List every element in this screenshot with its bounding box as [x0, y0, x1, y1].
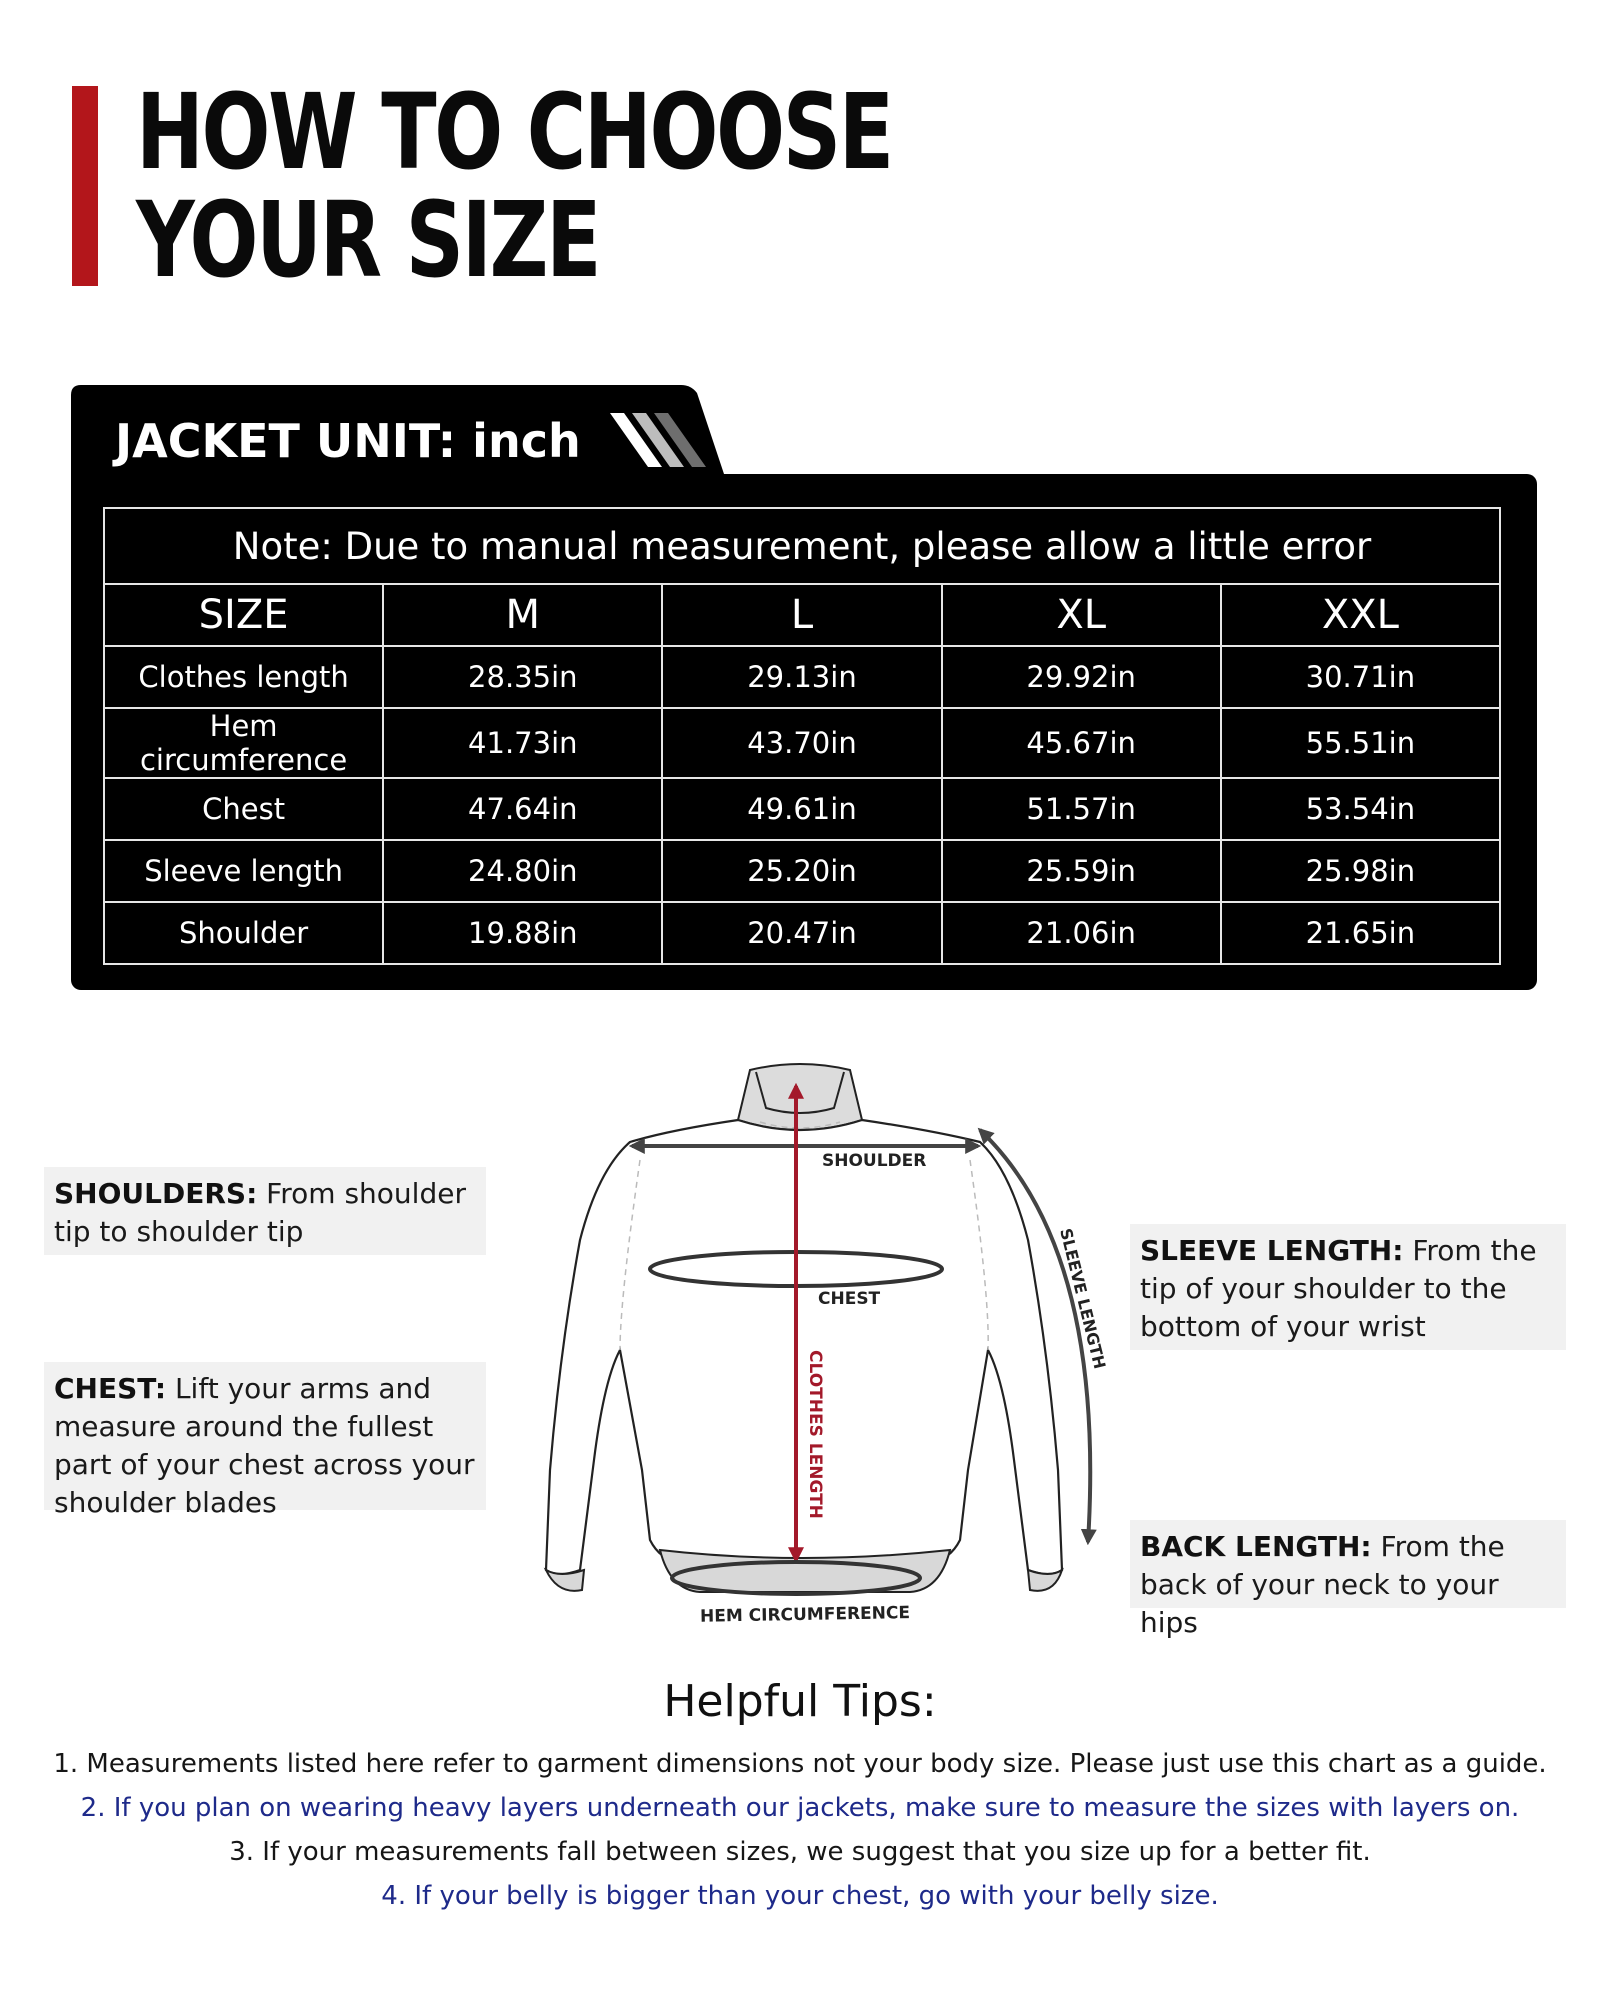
unit-label: JACKET UNIT: inch — [115, 414, 581, 468]
list-item: 2. If you plan on wearing heavy layers underneath our jackets, make sure to measure the sizes with layers on. — [80, 1793, 1520, 1823]
table-cell: 49.61in — [662, 778, 941, 840]
table-cell: 24.80in — [383, 840, 662, 902]
page-title-line-1: HOW TO CHOOSE — [136, 71, 892, 193]
page-title-line-2: YOUR SIZE — [136, 179, 600, 301]
page-title — [136, 71, 892, 301]
back-length-guide — [1130, 1520, 1566, 1639]
table-cell: 19.88in — [383, 902, 662, 964]
title-accent-bar — [72, 86, 98, 286]
back-term: BACK LENGTH: — [1140, 1530, 1372, 1563]
sleeve-length-label: SLEEVE LENGTH — [1056, 1226, 1110, 1371]
jacket-outline — [546, 1064, 1062, 1592]
sleeve-term: SLEEVE LENGTH: — [1140, 1234, 1404, 1267]
table-row — [104, 708, 1500, 778]
table-row — [104, 902, 1500, 964]
column-header: L — [662, 584, 941, 646]
column-header: M — [383, 584, 662, 646]
table-cell: 30.71in — [1221, 646, 1500, 708]
table-cell: 25.98in — [1221, 840, 1500, 902]
sleeve-text: From the tip of your shoulder to the bottom of your wrist — [1140, 1234, 1537, 1343]
shoulders-text: From shoulder tip to shoulder tip — [54, 1177, 466, 1248]
table-cell: 43.70in — [662, 708, 941, 778]
table-cell: 53.54in — [1221, 778, 1500, 840]
column-header: XL — [942, 584, 1221, 646]
column-header: SIZE — [104, 584, 383, 646]
shoulders-guide — [44, 1167, 486, 1255]
table-cell: 20.47in — [662, 902, 941, 964]
table-header-row — [104, 584, 1500, 646]
row-label: Clothes length — [104, 646, 383, 708]
jacket-diagram — [510, 1050, 1130, 1630]
size-table — [103, 507, 1501, 965]
row-label: Chest — [104, 778, 383, 840]
row-label: Hem circumference — [104, 708, 383, 778]
table-cell: 28.35in — [383, 646, 662, 708]
table-cell: 41.73in — [383, 708, 662, 778]
table-row — [104, 778, 1500, 840]
chest-term: CHEST: — [54, 1372, 167, 1405]
table-row — [104, 646, 1500, 708]
note-row — [104, 508, 1500, 584]
list-item: 4. If your belly is bigger than your chest, go with your belly size. — [381, 1881, 1219, 1911]
clothes-length-label: CLOTHES LENGTH — [805, 1350, 825, 1519]
back-text: From the back of your neck to your hips — [1140, 1530, 1505, 1639]
row-label: Sleeve length — [104, 840, 383, 902]
stripes-decoration — [600, 405, 720, 475]
tips-list — [0, 1742, 1600, 1918]
sleeve-length-guide — [1130, 1224, 1566, 1350]
chest-label: CHEST — [818, 1289, 881, 1309]
column-header: XXL — [1221, 584, 1500, 646]
table-cell: 29.92in — [942, 646, 1221, 708]
table-cell: 25.59in — [942, 840, 1221, 902]
table-cell: 21.65in — [1221, 902, 1500, 964]
table-cell: 55.51in — [1221, 708, 1500, 778]
shoulder-label: SHOULDER — [822, 1151, 927, 1171]
list-item: 3. If your measurements fall between sizes, we suggest that you size up for a better fit. — [229, 1837, 1371, 1867]
chest-guide — [44, 1362, 486, 1519]
table-cell: 29.13in — [662, 646, 941, 708]
list-item: 1. Measurements listed here refer to garment dimensions not your body size. Please just use this chart as a guide. — [53, 1749, 1547, 1779]
table-row — [104, 840, 1500, 902]
table-cell: 47.64in — [383, 778, 662, 840]
table-cell: 21.06in — [942, 902, 1221, 964]
measurement-note: Note: Due to manual measurement, please allow a little error — [104, 508, 1500, 584]
table-cell: 51.57in — [942, 778, 1221, 840]
tips-title: Helpful Tips: — [663, 1676, 937, 1727]
shoulders-term: SHOULDERS: — [54, 1177, 258, 1210]
table-cell: 45.67in — [942, 708, 1221, 778]
chest-text: Lift your arms and measure around the fullest part of your chest across your shoulder blades — [54, 1372, 475, 1519]
row-label: Shoulder — [104, 902, 383, 964]
hem-circumference-label: HEM CIRCUMFERENCE — [699, 1603, 911, 1627]
table-cell: 25.20in — [662, 840, 941, 902]
